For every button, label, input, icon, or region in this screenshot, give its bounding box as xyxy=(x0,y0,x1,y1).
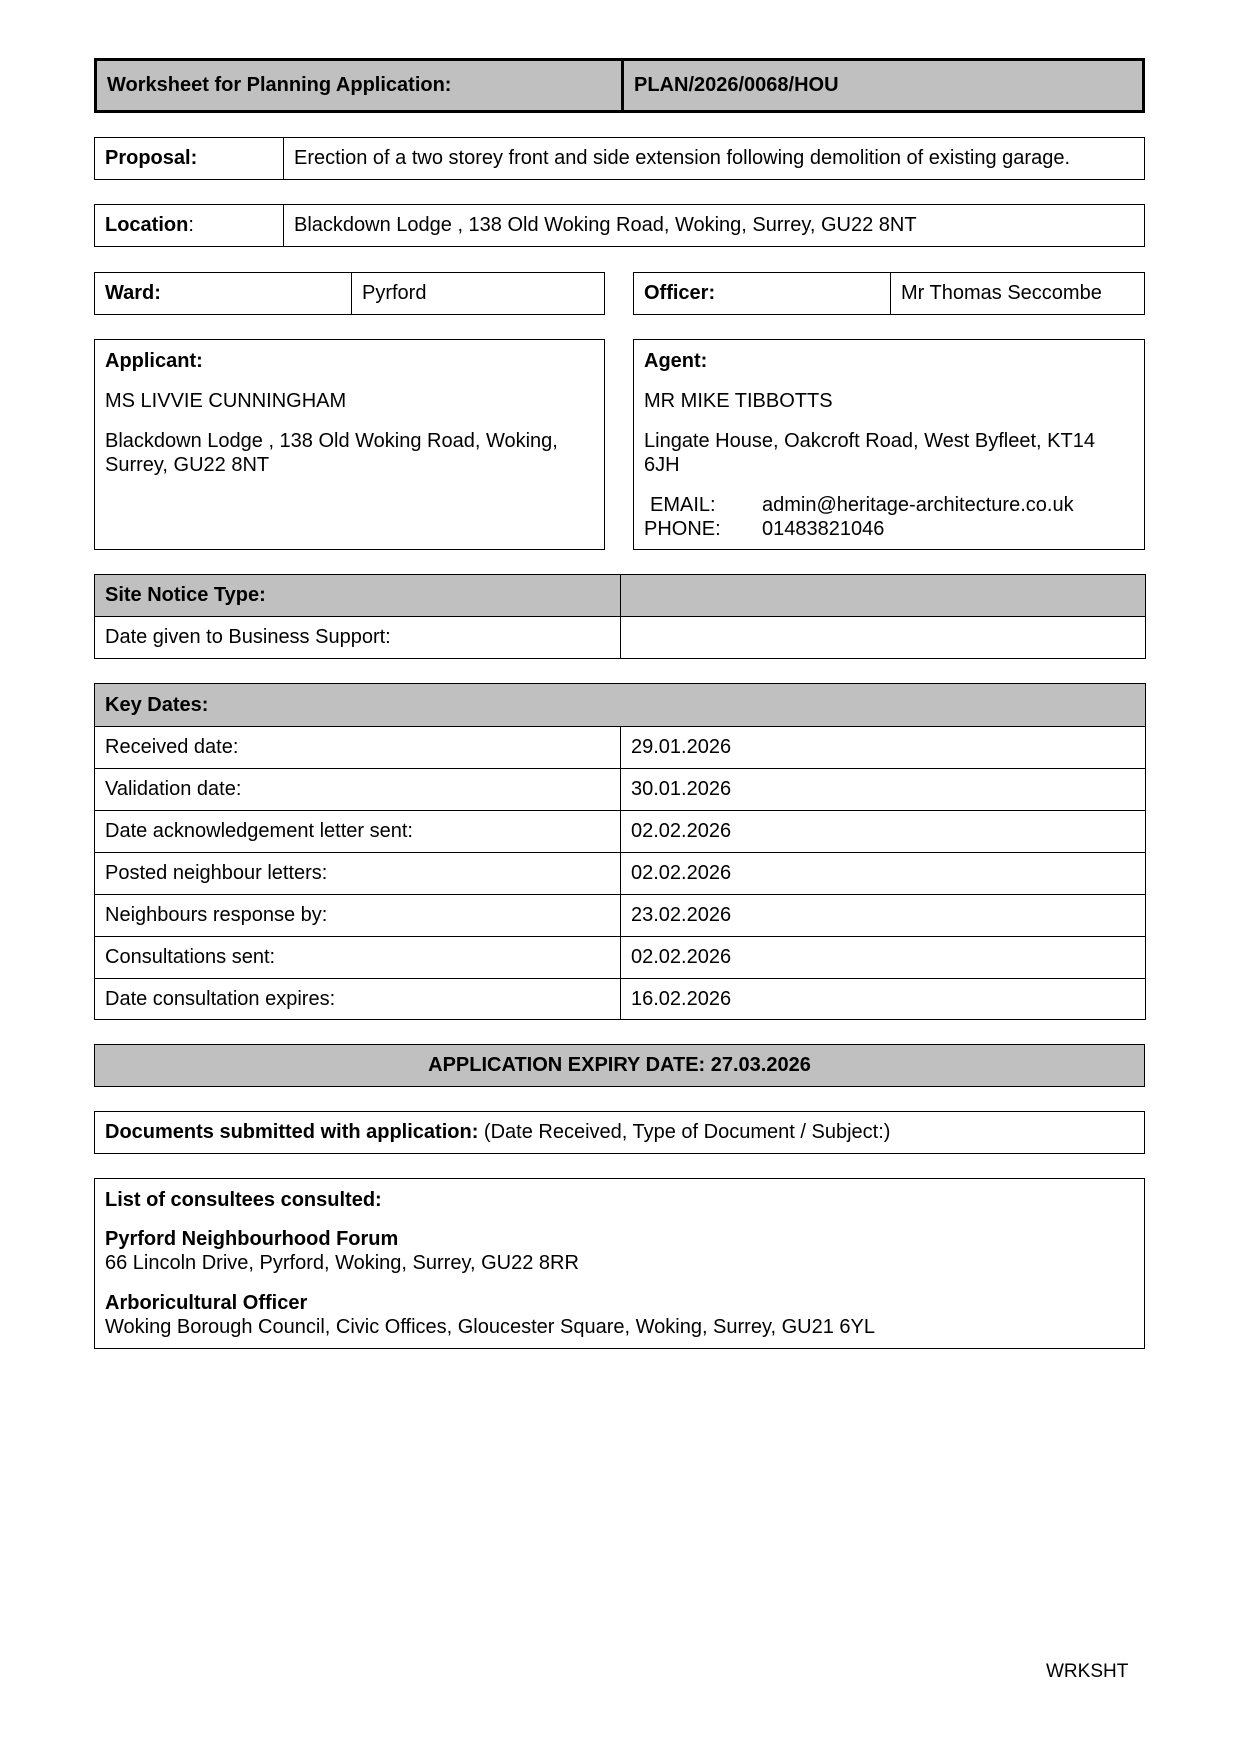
officer-label: Officer: xyxy=(644,282,716,304)
consultee-address: Woking Borough Council, Civic Offices, Gloucester Square, Woking, Surrey, GU21 6YL xyxy=(105,1316,875,1338)
consultees-title: List of consultees consulted: xyxy=(105,1189,382,1211)
location-colon: : xyxy=(188,214,194,236)
table-row xyxy=(95,726,1145,768)
table-row xyxy=(95,810,1145,852)
documents-hint: (Date Received, Type of Document / Subject:) xyxy=(483,1121,891,1143)
key-date-label: Date consultation expires: xyxy=(105,987,336,1010)
application-reference: PLAN/2026/0068/HOU xyxy=(621,61,1142,110)
agent-label: Agent: xyxy=(644,350,708,372)
officer-row xyxy=(633,272,1145,315)
business-support-row xyxy=(95,616,1145,658)
key-date-label: Validation date: xyxy=(105,778,242,800)
location-row xyxy=(94,204,1145,247)
consultee-address: 66 Lincoln Drive, Pyrford, Woking, Surrey, GU22 8RR xyxy=(105,1252,579,1274)
key-date-value: 30.01.2026 xyxy=(620,769,1145,810)
ward-value: Pyrford xyxy=(351,273,604,314)
key-date-label: Date acknowledgement letter sent: xyxy=(105,820,413,842)
key-date-label: Neighbours response by: xyxy=(105,904,328,926)
key-date-value: 16.02.2026 xyxy=(620,979,1145,1019)
documents-submitted-cell xyxy=(95,1112,1144,1153)
documents-label: Documents submitted with application: xyxy=(105,1121,479,1143)
proposal-row xyxy=(94,137,1145,180)
footer-code: WRKSHT xyxy=(1046,1661,1129,1682)
agent-email-label: EMAIL: xyxy=(650,494,716,516)
proposal-label: Proposal: xyxy=(105,147,198,169)
business-support-label: Date given to Business Support: xyxy=(105,626,391,648)
key-dates-header xyxy=(95,684,1145,726)
consultee-name: Pyrford Neighbourhood Forum xyxy=(105,1228,399,1250)
consultee-name: Arboricultural Officer xyxy=(105,1292,308,1314)
site-notice-type-row xyxy=(95,575,1145,616)
application-expiry-banner xyxy=(94,1044,1145,1087)
agent-address: Lingate House, Oakcroft Road, West Byfleet, KT14 6JH xyxy=(644,430,1095,476)
header-label: Worksheet for Planning Application: xyxy=(107,74,452,96)
table-row xyxy=(95,768,1145,810)
worksheet-header xyxy=(94,58,1145,113)
applicant-name: MS LIVVIE CUNNINGHAM xyxy=(105,390,347,412)
officer-value: Mr Thomas Seccombe xyxy=(890,273,1144,314)
applicant-label: Applicant: xyxy=(105,350,203,372)
documents-submitted-row xyxy=(94,1111,1145,1154)
location-value: Blackdown Lodge , 138 Old Woking Road, Woking, Surrey, GU22 8NT xyxy=(283,205,1144,246)
key-dates-table xyxy=(94,683,1146,1020)
site-notice-type-label: Site Notice Type: xyxy=(105,584,266,606)
key-date-label: Received date: xyxy=(105,736,239,758)
agent-box xyxy=(633,339,1145,550)
key-date-value: 23.02.2026 xyxy=(620,895,1145,936)
key-date-value: 29.01.2026 xyxy=(620,727,1145,768)
key-date-label: Posted neighbour letters: xyxy=(105,862,328,884)
location-label: Location xyxy=(105,214,189,236)
ward-row xyxy=(94,272,605,315)
applicant-box xyxy=(94,339,605,550)
table-row xyxy=(95,852,1145,894)
location-label-cell xyxy=(95,205,283,246)
site-notice-table xyxy=(94,574,1146,659)
agent-email: admin@heritage-architecture.co.uk xyxy=(762,494,1074,516)
agent-phone: 01483821046 xyxy=(762,518,885,540)
applicant-address: Blackdown Lodge , 138 Old Woking Road, Woking, Surrey, GU22 8NT xyxy=(105,430,558,476)
table-row xyxy=(95,978,1145,1019)
table-row xyxy=(95,894,1145,936)
proposal-value: Erection of a two storey front and side extension following demolition of existing garage. xyxy=(283,138,1144,179)
key-dates-title: Key Dates: xyxy=(105,693,209,716)
key-date-value: 02.02.2026 xyxy=(620,853,1145,894)
key-date-label: Consultations sent: xyxy=(105,946,276,968)
key-date-value: 02.02.2026 xyxy=(620,811,1145,852)
agent-phone-label: PHONE: xyxy=(644,518,721,540)
business-support-value xyxy=(620,617,1145,658)
application-expiry-date: APPLICATION EXPIRY DATE: 27.03.2026 xyxy=(428,1054,811,1076)
key-date-value: 02.02.2026 xyxy=(620,937,1145,978)
ward-label: Ward: xyxy=(105,282,161,304)
table-row xyxy=(95,936,1145,978)
site-notice-type-value xyxy=(620,575,1145,616)
consultees-box xyxy=(94,1178,1145,1349)
agent-name: MR MIKE TIBBOTTS xyxy=(644,390,833,412)
